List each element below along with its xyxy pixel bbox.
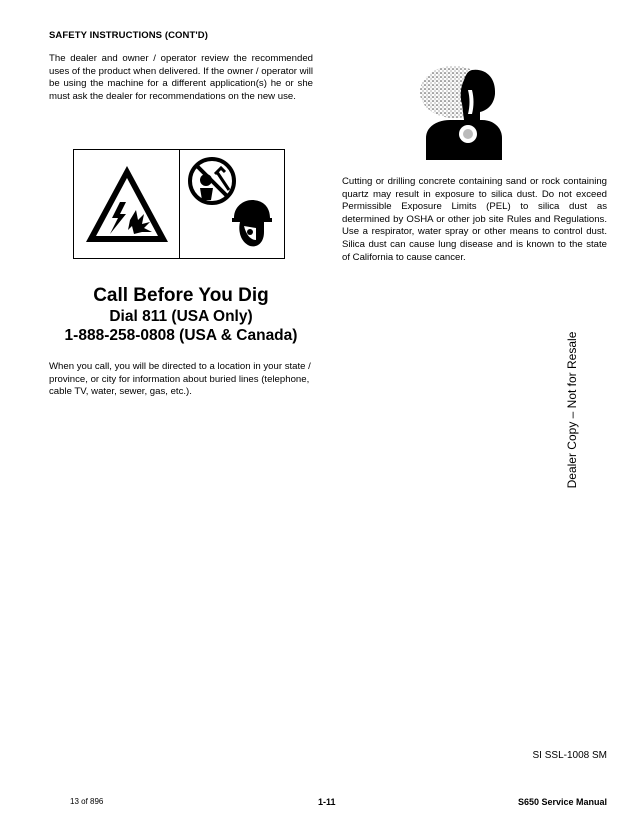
hard-hat-worker-icon	[228, 198, 274, 250]
electrical-hazard-triangle-icon	[84, 164, 170, 244]
document-code: SI SSL-1008 SM	[532, 750, 607, 761]
silica-warning-paragraph: Cutting or drilling concrete containing sand or rock containing quartz may result in exposure to silica dust. Do not exceed Permissible Exposure Limits (PEL) to silica dust as determined by OSHA or other job site Rules and Regulations. Use a respirator, water spray or other means to control dust. Silica dust can cause lung disease and is known to the state of California to cause cancer.	[342, 176, 607, 263]
phone-number-line: 1-888-258-0808 (USA & Canada)	[64, 327, 298, 344]
page-number: 1-11	[318, 797, 336, 807]
call-info-paragraph: When you call, you will be directed to a location in your state / province, or city for information about buried lines (telephone, cable TV, water, sewer, gas, etc.).	[49, 361, 311, 398]
page-count: 13 of 896	[70, 797, 104, 806]
dial-811-line: Dial 811 (USA Only)	[109, 308, 253, 325]
decal-divider	[179, 150, 180, 258]
intro-paragraph: The dealer and owner / operator review the recommended uses of the product when delivered. If the owner / operator will be using the machine for a different application(s) he or she must ask the dealer for recommendations on the new use.	[49, 53, 313, 102]
warning-decal	[73, 149, 285, 259]
dealer-copy-text: Dealer Copy – Not for Resale	[565, 331, 579, 489]
silica-dust-hazard-icon	[420, 64, 504, 160]
manual-name: S650 Service Manual	[517, 797, 607, 807]
section-heading: SAFETY INSTRUCTIONS (CONT'D)	[49, 30, 208, 41]
call-before-dig-title: Call Before You Dig	[93, 285, 269, 306]
call-before-dig-block	[40, 285, 322, 345]
